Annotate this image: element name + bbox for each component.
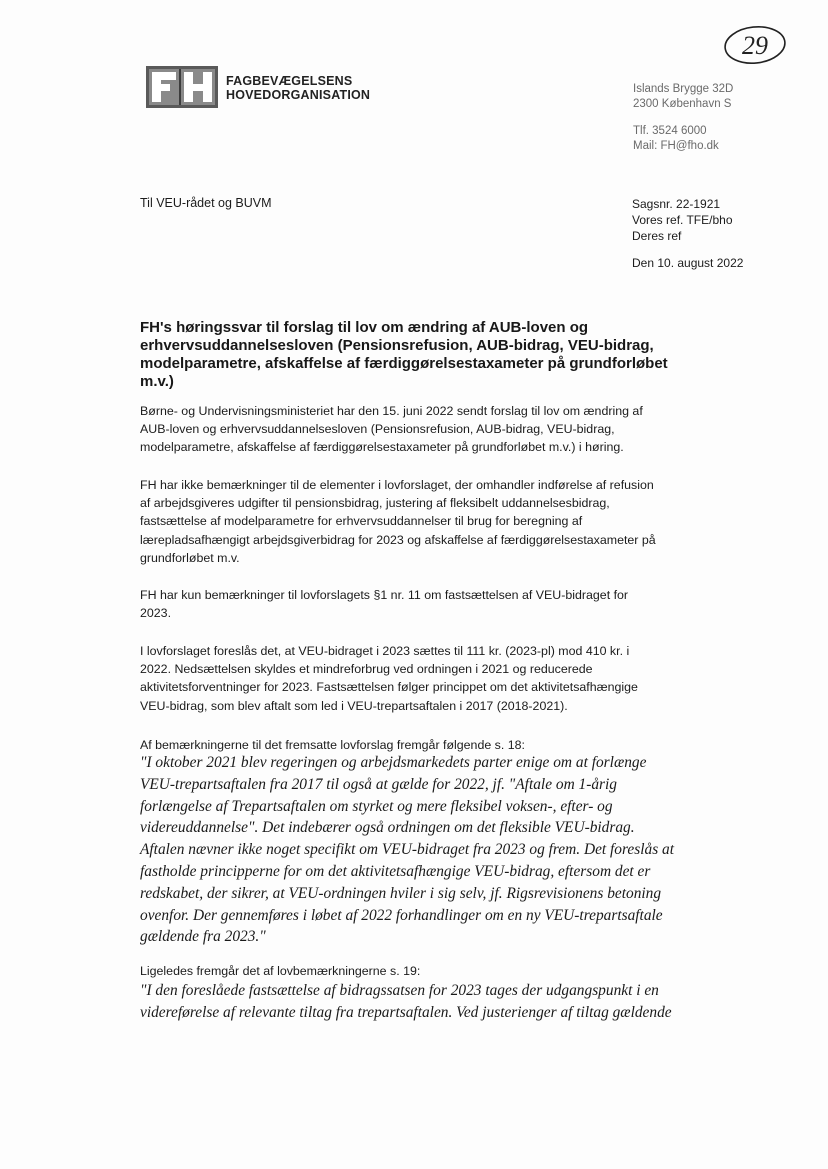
title-line: FH's høringssvar til forslag til lov om ændring af AUB-loven og xyxy=(140,319,589,336)
title-line: m.v.) xyxy=(140,373,174,390)
paragraph-line: modelparametre, afskaffelse af færdiggørelsestaxameter på grundforløbet m.v.) i høring. xyxy=(140,440,624,455)
page-number-text: 29 xyxy=(742,31,768,60)
paragraph-no-remarks xyxy=(140,476,710,567)
quote-line: fastholde principperne for om det aktivitetsafhængige VEU-bidrag, eftersom det er xyxy=(140,862,651,880)
letter-date: Den 10. august 2022 xyxy=(632,256,744,270)
paragraph-proposal xyxy=(140,642,710,715)
paragraph-line: af arbejdsgiveres udgifter til pensionsbidrag, justering af fleksibelt uddannelsesbidrag, xyxy=(140,496,610,511)
quote-line: gældende fra 2023." xyxy=(140,928,266,946)
paragraph-line: FH har ikke bemærkninger til de elementer i lovforslaget, der omhandler indførelse af refusion xyxy=(140,478,654,492)
paragraph-line: VEU-bidrag, som blev aftalt som led i VEU-trepartsaftalen i 2017 (2018-2021). xyxy=(140,698,568,713)
title-line: erhvervsuddannelsesloven (Pensionsrefusion, AUB-bidrag, VEU-bidrag, xyxy=(140,337,654,354)
address-line: Islands Brygge 32D xyxy=(633,83,734,95)
paragraph-line: fastsættelse af modelparametre for erhvervsuddannelser til brug for beregning af xyxy=(140,514,583,529)
paragraph-intro xyxy=(140,402,710,457)
address-line: 2300 København S xyxy=(633,98,732,110)
quote-line: videreuddannelse". Det indebærer også ordningen om det fleksible VEU-bidrag. xyxy=(140,819,635,837)
quote-line: "I den foreslåede fastsættelse af bidragssatsen for 2023 tages der udgangspunkt i en xyxy=(140,982,659,999)
quote-block-1 xyxy=(140,752,720,948)
paragraph-line: Af bemærkningerne til det fremsatte lovforslag fremgår følgende s. 18: xyxy=(140,738,525,752)
title-line: modelparametre, afskaffelse af færdiggørelsestaxameter på grundforløbet xyxy=(140,355,668,372)
paragraph-line: AUB-loven og erhvervsuddannelsesloven (Pensionsrefusion, AUB-bidrag, VEU-bidrag, xyxy=(140,422,615,437)
quote-line: videreførelse af relevante tiltag fra trepartsaftalen. Ved justerienger af tiltag gældende xyxy=(140,1003,672,1021)
sender-address xyxy=(633,82,733,154)
our-ref: Vores ref. TFE/bho xyxy=(632,213,733,227)
paragraph-remarks xyxy=(140,586,710,622)
handwritten-page-number xyxy=(722,24,788,68)
paragraph-line: Ligeledes fremgår det af lovbemærkningerne s. 19: xyxy=(140,964,421,978)
org-name-line2: HOVEDORGANISATION xyxy=(226,88,371,102)
paragraph-line: I lovforslaget foreslås det, at VEU-bidraget i 2023 sættes til 111 kr. (2023-pl) mod 410 kr. i xyxy=(140,644,630,658)
paragraph-line: grundforløbet m.v. xyxy=(140,550,240,565)
quote-line: "I oktober 2021 blev regeringen og arbejdsmarkedets parter enige om at forlænge xyxy=(140,754,647,771)
recipient: Til VEU-rådet og BUVM xyxy=(140,196,272,210)
reference-block xyxy=(632,196,733,244)
paragraph-line: 2023. xyxy=(140,606,172,621)
paragraph-line: lærepladsafhængigt arbejdsgiverbidrag for 2023 og afskaffelse af færdiggørelsestaxameter på xyxy=(140,532,656,547)
paragraph-line: FH har kun bemærkninger til lovforslagets §1 nr. 11 om fastsættelsen af VEU-bidraget for xyxy=(140,588,629,602)
fh-logo xyxy=(146,66,218,108)
paragraph-line: aktivitetsforventninger for 2023. Fastsættelsen følger princippet om det aktivitetsafhængige xyxy=(140,680,638,695)
org-name-line1: FAGBEVÆGELSENS xyxy=(226,74,353,88)
quote-line: Aftalen nævner ikke noget specifikt om VEU-bidraget fra 2023 og frem. Det foreslås at xyxy=(140,841,675,859)
paragraph-quote2-intro xyxy=(140,962,710,980)
paragraph-line: 2022. Nedsættelsen skyldes et mindreforbrug ved ordningen i 2021 og reducerede xyxy=(140,662,593,677)
quote-line: redskabet, der sikrer, at VEU-ordningen hviler i sig selv, jf. Rigsrevisionens betoning xyxy=(140,884,662,902)
quote-line: ovenfor. Der gennemføres i løbet af 2022 forhandlinger om en ny VEU-trepartsaftale xyxy=(140,906,663,924)
email: Mail: FH@fho.dk xyxy=(633,140,719,152)
quote-block-2 xyxy=(140,980,720,1024)
document-title xyxy=(140,319,730,391)
phone: Tlf. 3524 6000 xyxy=(633,125,707,137)
your-ref: Deres ref xyxy=(632,229,682,243)
case-number: Sagsnr. 22-1921 xyxy=(632,197,721,211)
quote-line: forlængelse af Trepartsaftalen om styrket og mere fleksibel voksen-, efter- og xyxy=(140,797,613,815)
paragraph-line: Børne- og Undervisningsministeriet har den 15. juni 2022 sendt forslag til lov om ændring af xyxy=(140,404,643,418)
organisation-name xyxy=(226,74,370,102)
quote-line: VEU-trepartsaftalen fra 2017 til også at gælde for 2022, jf. "Aftale om 1-årig xyxy=(140,775,618,793)
